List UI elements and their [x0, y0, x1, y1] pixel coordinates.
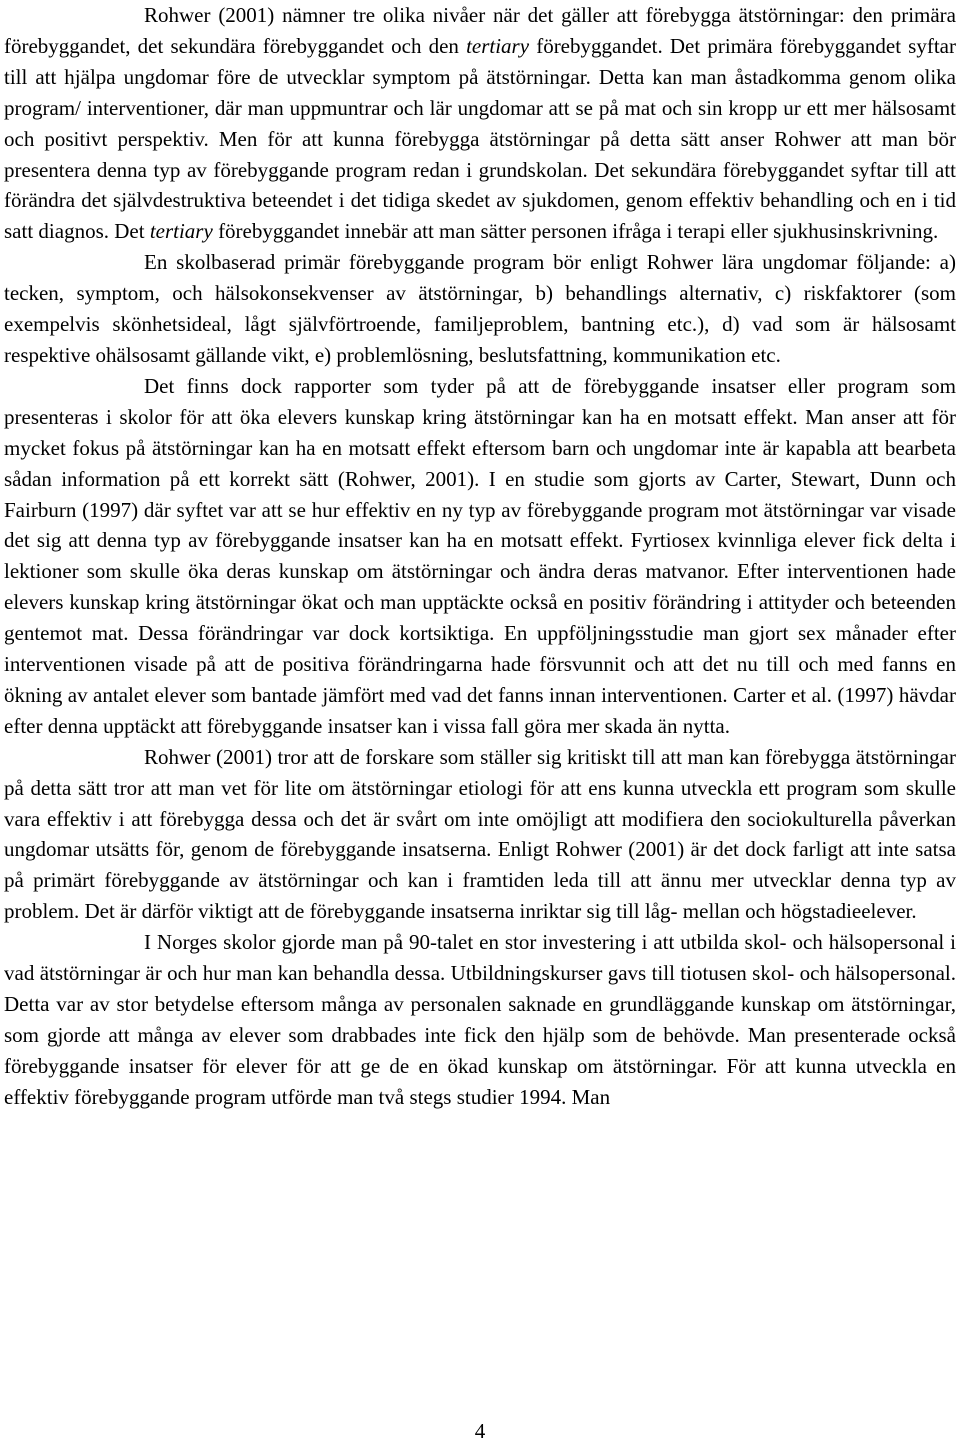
- paragraph-critics: Rohwer (2001) tror att de forskare som ställer sig kritiskt till att man kan förebygga ätstörningar på detta sätt tror att man vet för lite om ätstörningar etiologi för att ens kunna utveckla ett program som skulle vara effektiv i att förebygga dessa och det är svårt om inte omöjligt att modifiera den sociokulturella påverkan ungdomar utsätts för, genom de förebyggande insatserna. Enligt Rohwer (2001) är det dock farligt att inte satsa på primärt förebyggande av ätstörningar och kan i framtiden leda till att ännu mer utvecklar denna typ av problem. Det är därför viktigt att de förebyggande insatserna inriktar sig till låg- mellan och högstadieelever.: [4, 744, 956, 924]
- paragraph-prevention-levels: Rohwer (2001) nämner tre olika nivåer när det gäller att förebygga ätstörningar: den primära förebyggandet, det sekundära förebyggandet och den tertiary förebyggandet. Det primära förebyggandet syftar till att hjälpa ungdomar före de utvecklar symptom på ätstörningar. Detta kan man åstadkomma genom olika program/ interventioner, där man uppmuntrar och lär ungdomar att se på mat och sin kropp ur ett mer hälsosamt och positivt perspektiv. Men för att kunna förebygga ätstörningar på detta sätt anser Rohwer att man bör presentera denna typ av förebyggande program redan i grundskolan. Det sekundära förebyggandet syftar till att förändra det självdestruktiva beteendet i det tidiga skedet av sjukdomen, genom effektiv behandling och en i tid satt diagnos. Det tertiary förebyggandet innebär att man sätter personen ifråga i terapi eller sjukhusinskrivning.: [4, 3, 956, 244]
- page-number: 4: [474, 1419, 486, 1443]
- paragraph-school-program: En skolbaserad primär förebyggande program bör enligt Rohwer lära ungdomar följande: a) tecken, symptom, och hälsokonsekvenser av ätstörningar, b) behandlings alternativ, c) riskfaktorer (som exempelvis skönhetsideal, lågt självförtroende, familjeproblem, bantning etc.), d) vad som är hälsosamt respektive ohälsosamt gällande vikt, e) problemlösning, beslutsfattning, kommunikation etc.: [4, 250, 956, 367]
- italic-term: tertiary: [149, 219, 213, 244]
- paragraph-norway: I Norges skolor gjorde man på 90-talet en stor investering i att utbilda skol- och hälsopersonal i vad ätstörningar är och hur man kan behandla dessa. Utbildningskurser gavs till tiotusen skol- och hälsopersonal. Detta var av stor betydelse eftersom många av personalen saknade en grundläggande kunskap om ätstörningar, som gjorde att många av elever som drabbades inte fick den hjälp som de behövde. Man presenterade också förebyggande insatser för elever för att ge de en ökad kunskap om ätstörningar. För att kunna utveckla en effektiv förebyggande program utförde man två stegs studier 1994. Man: [4, 930, 956, 1109]
- italic-term: tertiary: [466, 33, 530, 58]
- document-page: [4, 0, 956, 1113]
- paragraph-negative-effect: Det finns dock rapporter som tyder på att de förebyggande insatser eller program som presenteras i skolor för att öka elevers kunskap kring ätstörningar kan ha en motsatt effekt. Man anser att för mycket fokus på ätstörningar kan ha en motsatt effekt eftersom barn och ungdomar inte är kapabla att bearbeta sådan information på ett korrekt sätt (Rohwer, 2001). I en studie som gjorts av Carter, Stewart, Dunn och Fairburn (1997) där syftet var att se hur effektiv en ny typ av förebyggande program mot ätstörningar var visade det sig att denna typ av förebyggande insatser kan ha en motsatt effekt. Fyrtiosex kvinnliga elever fick delta i lektioner som skulle öka deras kunskap om ätstörningar och ändra deras matvanor. Efter interventionen hade elevers kunskap kring ätstörningar ökat och man upptäckte också en positiv förändring i attityder och beteenden gentemot mat. Dessa förändringar var dock kortsiktiga. En uppföljningsstudie man gjort sex månader efter interventionen visade på att de positiva förändringarna hade försvunnit och att det nu till och med fanns en ökning av antalet elever som bantade jämfört med vad det fanns innan interventionen. Carter et al. (1997) hävdar efter denna upptäckt att förebyggande insatser kan i vissa fall göra mer skada än nytta.: [4, 373, 956, 738]
